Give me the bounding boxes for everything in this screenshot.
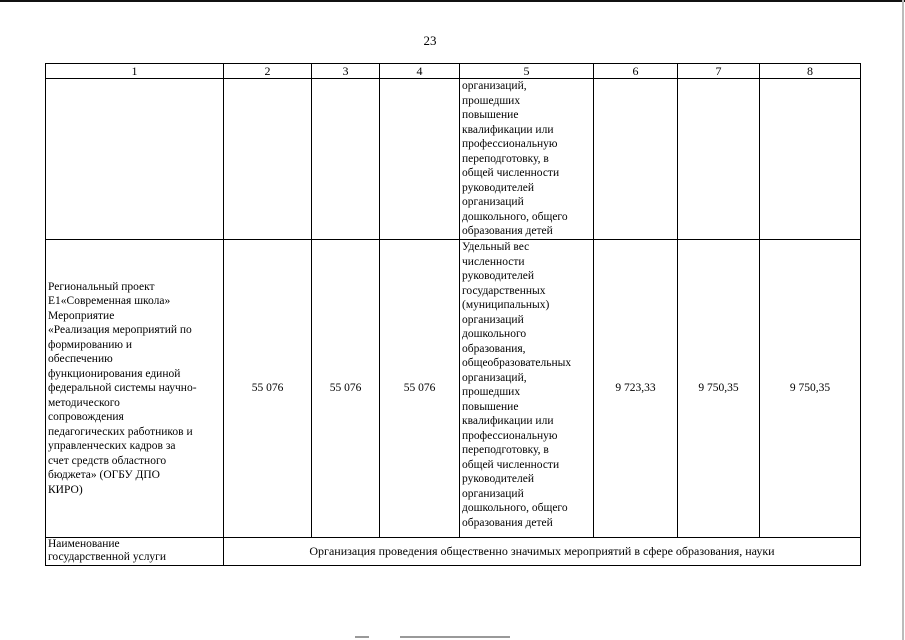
header-col-2: 2 [224, 64, 312, 79]
page-right-edge [902, 0, 904, 640]
table-row [46, 79, 861, 240]
page-number: 23 [423, 33, 437, 48]
table-cell [312, 79, 380, 240]
table-cell [678, 79, 760, 240]
page-top-border [0, 0, 905, 2]
header-col-6: 6 [594, 64, 678, 79]
header-col-3: 3 [312, 64, 380, 79]
activity-description: Региональный проект E1«Современная школа» Мероприятие «Реализация мероприятий по формированию и обеспечению функционирования единой федеральной системы научно- методического сопровождения педагогических работников и управленческих кадров за счет средств областного бюджета» (ОГБУ ДПО КИРО) [46, 240, 224, 538]
table-cell [594, 79, 678, 240]
service-label: Наименование государственной услуги [46, 538, 224, 566]
value-col-2: 55 076 [224, 240, 312, 538]
service-name: Организация проведения общественно значимых мероприятий в сфере образования, науки [224, 538, 861, 566]
table-cell [380, 79, 460, 240]
header-col-7: 7 [678, 64, 760, 79]
table-header-row [46, 64, 861, 79]
header-col-5: 5 [460, 64, 594, 79]
table-cell [760, 79, 861, 240]
table-cell [46, 79, 224, 240]
header-col-4: 4 [380, 64, 460, 79]
value-col-6: 9 723,33 [594, 240, 678, 538]
value-col-7: 9 750,35 [678, 240, 760, 538]
indicator-text: Удельный вес численности руководителей государственных (муниципальных) организаций дошкольного образования, общеобразовательных организаций, прошедших повышение квалификации или профессиональную переподготовку, в общей численности руководителей организаций дошкольного, общего образования детей [460, 240, 594, 538]
header-col-1: 1 [46, 64, 224, 79]
indicator-text-continued: организаций, прошедших повышение квалификации или профессиональную переподготовку, в общей численности руководителей организаций дошкольного, общего образования детей [460, 79, 594, 240]
value-col-8: 9 750,35 [760, 240, 861, 538]
table-row [46, 240, 861, 538]
header-col-8: 8 [760, 64, 861, 79]
table-cell [224, 79, 312, 240]
scan-artifact [355, 636, 369, 638]
table-row [46, 538, 861, 566]
program-table [45, 63, 861, 566]
value-col-4: 55 076 [380, 240, 460, 538]
scan-artifact [400, 636, 510, 638]
value-col-3: 55 076 [312, 240, 380, 538]
